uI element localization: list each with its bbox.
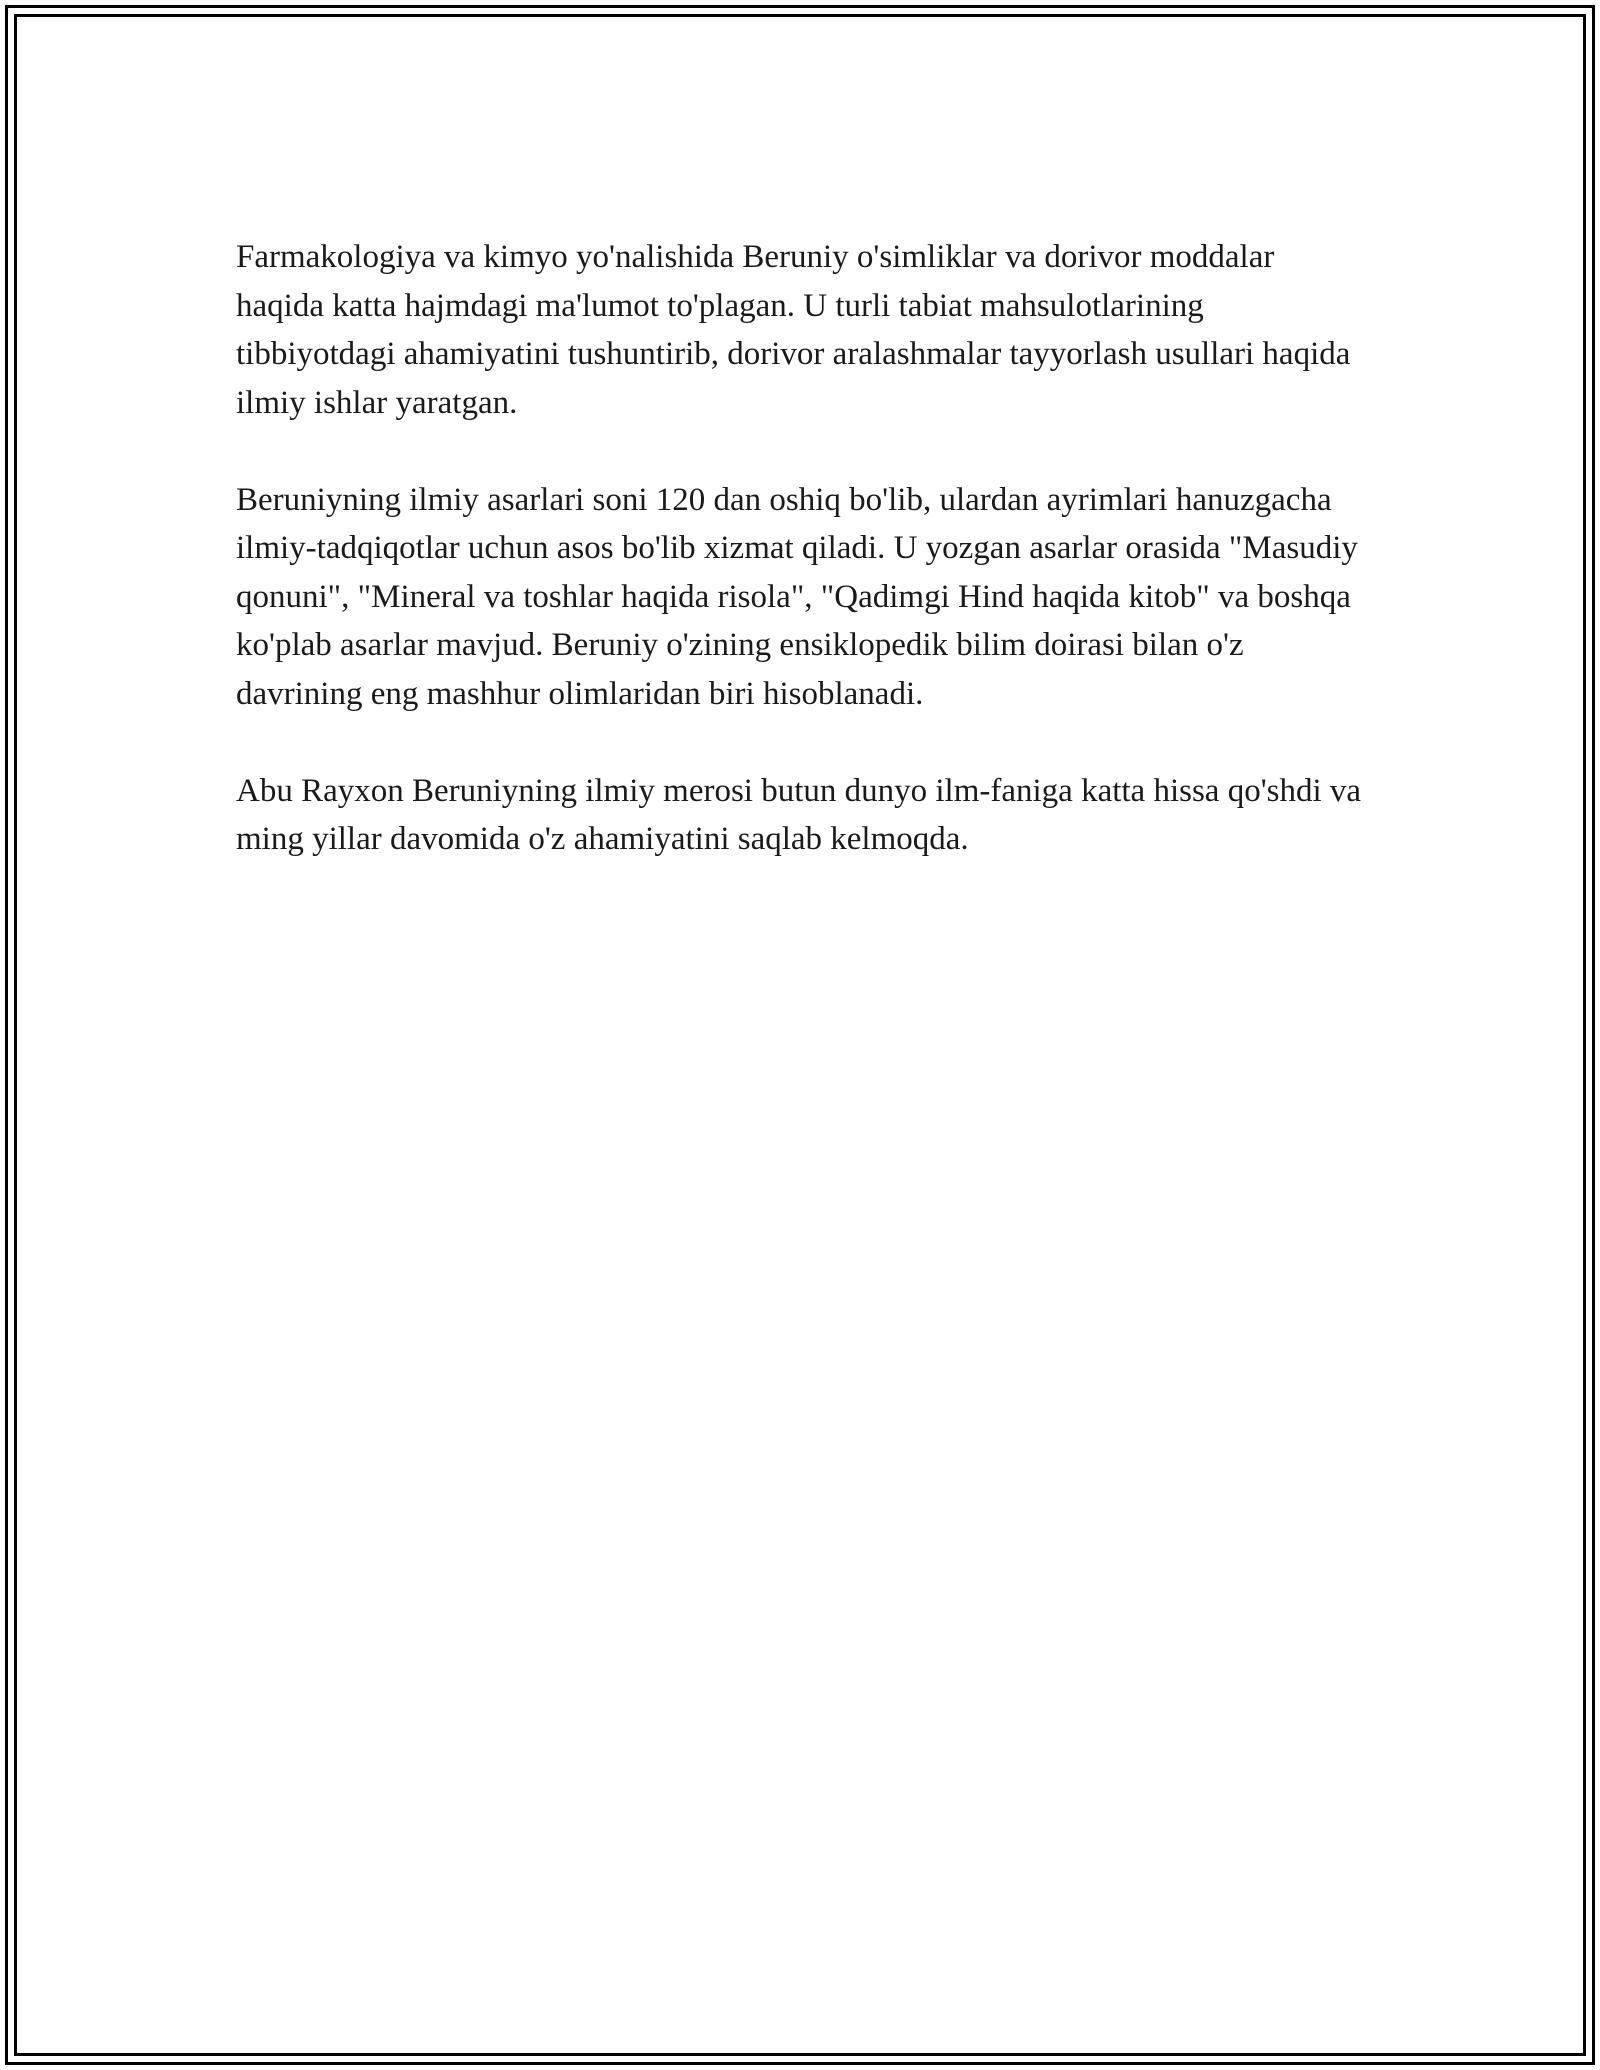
document-body [236, 233, 1366, 912]
paragraph-scientific-works: Beruniyning ilmiy asarlari soni 120 dan oshiq bo'lib, ulardan ayrimlari hanuzgacha ilmiy-tadqiqotlar uchun asos bo'lib xizmat qiladi. U yozgan asarlar orasida "Masudiy qonuni", "Mineral va toshlar haqida risola", "Qadimgi Hind haqida kitob" va boshqa ko'plab asarlar mavjud. Beruniy o'zining ensiklopedik bilim doirasi bilan o'z davrining eng mashhur olimlaridan biri hisoblanadi. [236, 481, 1358, 712]
paragraph-pharmacology: Farmakologiya va kimyo yo'nalishida Beruniy o'simliklar va dorivor moddalar haqida katta hajmdagi ma'lumot to'plagan. U turli tabiat mahsulotlarining tibbiyotdagi ahamiyatini tushuntirib, dorivor aralashmalar tayyorlash usullari haqida ilmiy ishlar yaratgan. [236, 239, 1351, 421]
paragraph-legacy: Abu Rayxon Beruniyning ilmiy merosi butun dunyo ilm-faniga katta hissa qo'shdi va ming yillar davomida o'z ahamiyatini saqlab kelmoqda. [236, 772, 1362, 857]
